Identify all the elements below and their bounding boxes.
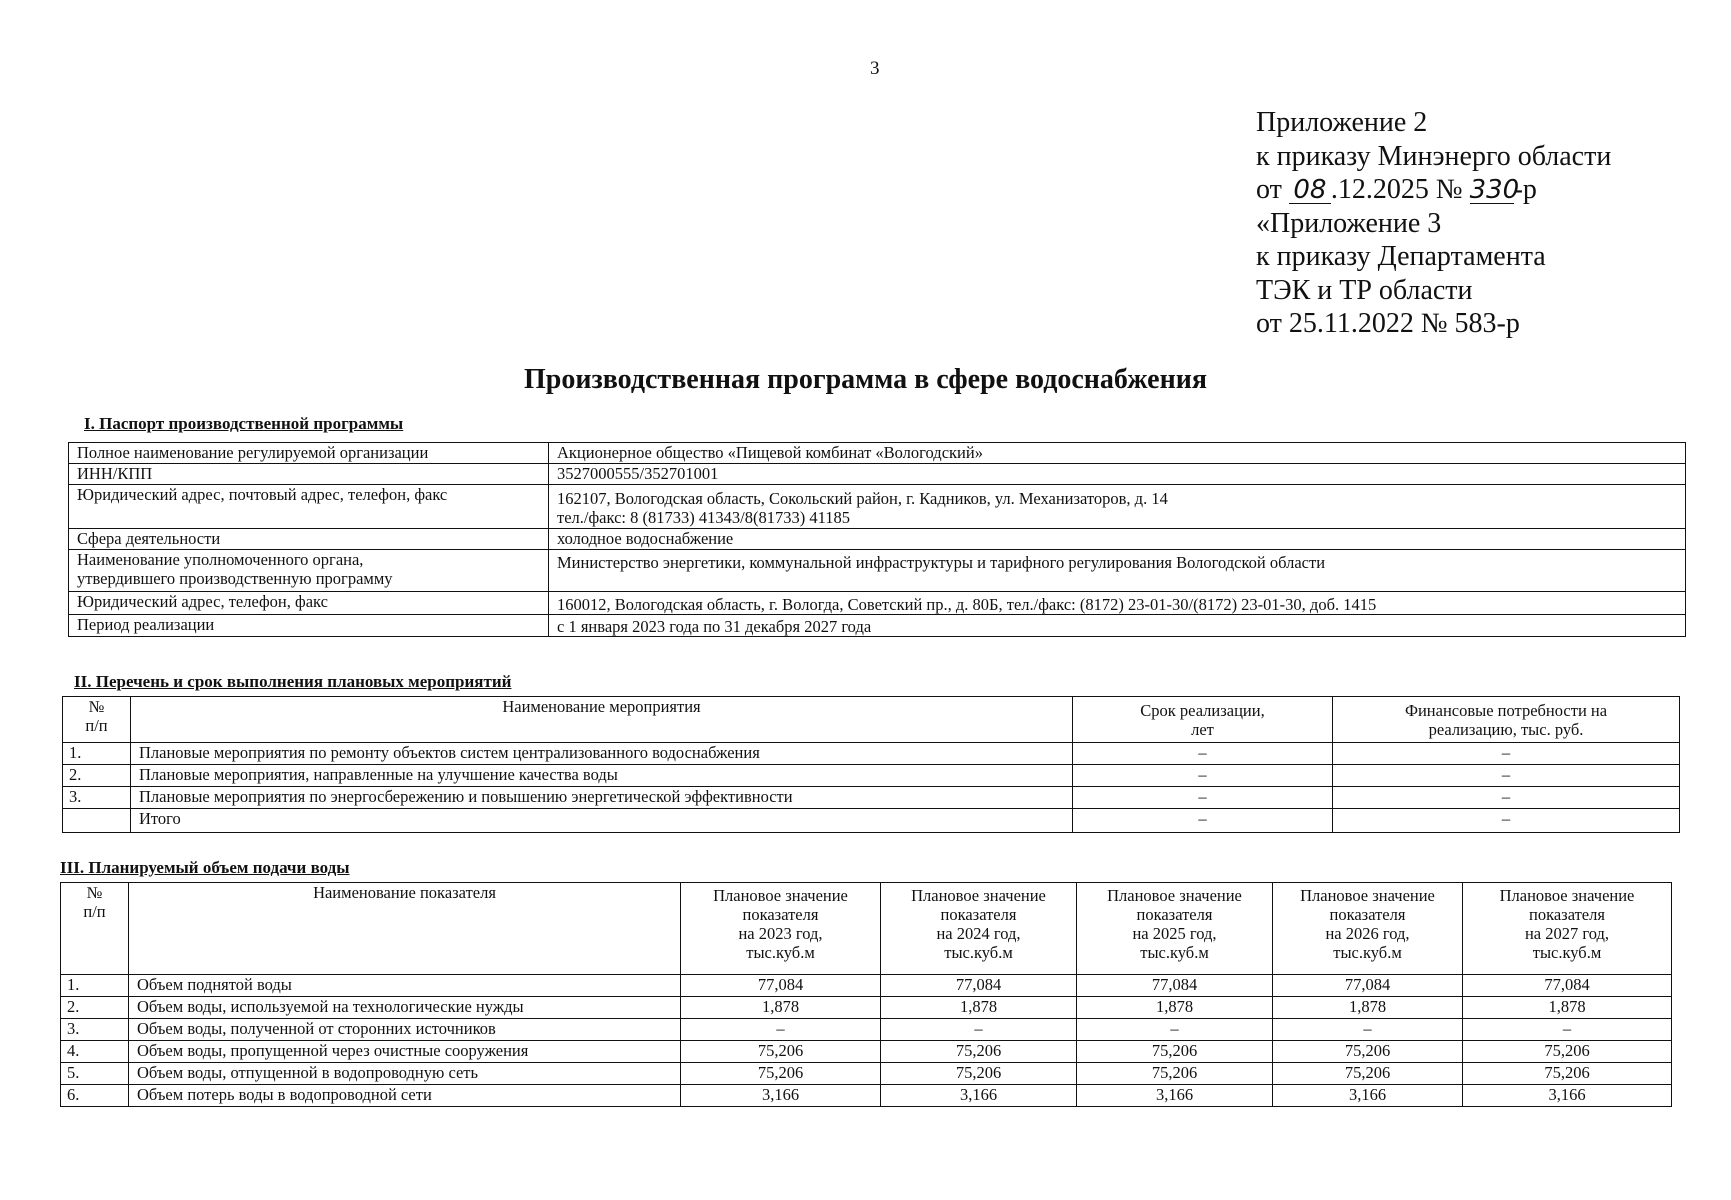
col-header-num bbox=[63, 697, 131, 743]
header-line: на 2025 год, bbox=[1132, 924, 1217, 943]
row-value-2026: 1,878 bbox=[1273, 997, 1463, 1019]
table-row bbox=[63, 787, 1680, 809]
row-num: 1. bbox=[63, 743, 131, 765]
col-header-2025 bbox=[1077, 883, 1273, 975]
row-value-2024: – bbox=[881, 1019, 1077, 1041]
section-3-title: III. Планируемый объем подачи воды bbox=[60, 858, 350, 877]
header-line: № bbox=[86, 883, 103, 902]
passport-label: Период реализации bbox=[69, 615, 549, 637]
row-value-2025: 75,206 bbox=[1077, 1041, 1273, 1063]
header-line: тыс.куб.м bbox=[1532, 943, 1602, 962]
header-line: Финансовые потребности на bbox=[1404, 701, 1608, 720]
passport-value: 3527000555/352701001 bbox=[549, 464, 1686, 485]
col-header-name: Наименование мероприятия bbox=[131, 697, 1073, 743]
header-line: показателя bbox=[1136, 905, 1213, 924]
table-row bbox=[69, 443, 1686, 464]
passport-value: Министерство энергетики, коммунальной инфраструктуры и тарифного регулирования Вологодской области bbox=[549, 550, 1686, 592]
row-value-2025: – bbox=[1077, 1019, 1273, 1041]
row-value-2023: 1,878 bbox=[681, 997, 881, 1019]
table-row bbox=[61, 1085, 1672, 1107]
table-row bbox=[63, 765, 1680, 787]
handwritten-order-number: 330 bbox=[1469, 175, 1520, 205]
passport-label: Полное наименование регулируемой организации bbox=[69, 443, 549, 464]
appendix-line-7: от 25.11.2022 № 583-р bbox=[1256, 308, 1520, 339]
header-line: показателя bbox=[1329, 905, 1406, 924]
table-row bbox=[69, 615, 1686, 637]
row-name: Объем воды, полученной от сторонних источников bbox=[129, 1019, 681, 1041]
table-row bbox=[69, 550, 1686, 592]
appendix-line-5: к приказу Департамента bbox=[1256, 241, 1546, 272]
row-value-2024: 1,878 bbox=[881, 997, 1077, 1019]
col-header-name: Наименование показателя bbox=[129, 883, 681, 975]
row-value-2026: 75,206 bbox=[1273, 1063, 1463, 1085]
row-value-2025: 77,084 bbox=[1077, 975, 1273, 997]
header-line: на 2024 год, bbox=[936, 924, 1021, 943]
row-value-2027: 1,878 bbox=[1463, 997, 1672, 1019]
header-line: лет bbox=[1191, 720, 1214, 739]
table-row bbox=[63, 809, 1680, 833]
passport-label: ИНН/КПП bbox=[69, 464, 549, 485]
passport-label bbox=[69, 550, 549, 592]
row-name: Плановые мероприятия, направленные на улучшение качества воды bbox=[131, 765, 1073, 787]
row-value-2023: 77,084 bbox=[681, 975, 881, 997]
date-prefix: от bbox=[1256, 174, 1289, 205]
header-line: Плановое значение bbox=[1107, 886, 1242, 905]
row-value-2026: 75,206 bbox=[1273, 1041, 1463, 1063]
passport-label-line: утвердившего производственную программу bbox=[77, 569, 393, 588]
row-finance: – bbox=[1333, 809, 1680, 833]
passport-value: холодное водоснабжение bbox=[549, 529, 1686, 550]
row-value-2026: 77,084 bbox=[1273, 975, 1463, 997]
appendix-line-6: ТЭК и ТР области bbox=[1256, 274, 1473, 306]
row-finance: – bbox=[1333, 787, 1680, 809]
table-row bbox=[61, 1019, 1672, 1041]
row-name: Объем потерь воды в водопроводной сети bbox=[129, 1085, 681, 1107]
table-row bbox=[69, 592, 1686, 615]
appendix-line-4: «Приложение 3 bbox=[1256, 207, 1442, 239]
row-term: – bbox=[1073, 765, 1333, 787]
header-line: показателя bbox=[742, 905, 819, 924]
header-line: тыс.куб.м bbox=[746, 943, 815, 962]
header-line: Плановое значение bbox=[1300, 886, 1435, 905]
row-finance: – bbox=[1333, 743, 1680, 765]
row-name: Объем воды, пропущенной через очистные сооружения bbox=[129, 1041, 681, 1063]
appendix-line-2: к приказу Минэнерго области bbox=[1256, 140, 1612, 172]
table-row bbox=[61, 975, 1672, 997]
row-num: 6. bbox=[61, 1085, 129, 1107]
row-value-2023: 3,166 bbox=[681, 1085, 881, 1107]
order-suffix: -р bbox=[1513, 174, 1537, 205]
passport-value-line: 162107, Вологодская область, Сокольский район, г. Кадников, ул. Механизаторов, д. 14 bbox=[557, 489, 1168, 508]
table-header-row bbox=[61, 883, 1672, 975]
row-value-2027: 75,206 bbox=[1463, 1041, 1672, 1063]
row-num: 5. bbox=[61, 1063, 129, 1085]
header-line: тыс.куб.м bbox=[1140, 943, 1209, 962]
header-line: показателя bbox=[1529, 905, 1605, 924]
header-line: на 2023 год, bbox=[738, 924, 823, 943]
col-header-2023 bbox=[681, 883, 881, 975]
col-header-2027 bbox=[1463, 883, 1672, 975]
header-line: показателя bbox=[940, 905, 1017, 924]
header-line: тыс.куб.м bbox=[1333, 943, 1402, 962]
row-name: Объем поднятой воды bbox=[129, 975, 681, 997]
table-row bbox=[69, 464, 1686, 485]
passport-label: Сфера деятельности bbox=[69, 529, 549, 550]
row-num bbox=[63, 809, 131, 833]
water-volume-table bbox=[60, 882, 1672, 1107]
date-rest: .12.2025 № bbox=[1330, 174, 1463, 205]
row-value-2024: 3,166 bbox=[881, 1085, 1077, 1107]
row-value-2027: 77,084 bbox=[1463, 975, 1672, 997]
passport-value: с 1 января 2023 года по 31 декабря 2027 года bbox=[549, 615, 1686, 637]
header-line: тыс.куб.м bbox=[944, 943, 1013, 962]
appendix-header bbox=[1256, 106, 1611, 341]
row-value-2025: 1,878 bbox=[1077, 997, 1273, 1019]
header-line: Плановое значение bbox=[911, 886, 1046, 905]
header-line: на 2027 год, bbox=[1524, 924, 1610, 943]
row-num: 4. bbox=[61, 1041, 129, 1063]
row-value-2024: 75,206 bbox=[881, 1063, 1077, 1085]
row-num: 3. bbox=[61, 1019, 129, 1041]
header-line: Плановое значение bbox=[713, 886, 848, 905]
col-header-term bbox=[1073, 697, 1333, 743]
document-title: Производственная программа в сфере водоснабжения bbox=[523, 364, 1208, 395]
col-header-2024 bbox=[881, 883, 1077, 975]
table-header-row bbox=[63, 697, 1680, 743]
row-num: 2. bbox=[63, 765, 131, 787]
table-row bbox=[61, 997, 1672, 1019]
row-name: Плановые мероприятия по энергосбережению и повышению энергетической эффективности bbox=[131, 787, 1073, 809]
section-2-title: II. Перечень и срок выполнения плановых мероприятий bbox=[74, 672, 512, 691]
row-name: Объем воды, используемой на технологические нужды bbox=[129, 997, 681, 1019]
handwritten-day: 08 bbox=[1289, 177, 1331, 204]
passport-label: Юридический адрес, почтовый адрес, телефон, факс bbox=[69, 485, 549, 529]
header-line: п/п bbox=[85, 716, 108, 735]
table-row bbox=[61, 1041, 1672, 1063]
passport-table bbox=[68, 442, 1686, 637]
row-value-2024: 75,206 bbox=[881, 1041, 1077, 1063]
row-value-2023: – bbox=[681, 1019, 881, 1041]
row-num: 1. bbox=[61, 975, 129, 997]
appendix-date-line bbox=[1256, 173, 1611, 207]
row-value-2027: 3,166 bbox=[1463, 1085, 1672, 1107]
col-header-finance bbox=[1333, 697, 1680, 743]
section-1-title: I. Паспорт производственной программы bbox=[84, 414, 404, 433]
row-name: Плановые мероприятия по ремонту объектов систем централизованного водоснабжения bbox=[131, 743, 1073, 765]
passport-value bbox=[549, 485, 1686, 529]
header-line: № bbox=[88, 697, 105, 716]
row-value-2027: 75,206 bbox=[1463, 1063, 1672, 1085]
header-line: Срок реализации, bbox=[1140, 701, 1265, 720]
row-name: Объем воды, отпущенной в водопроводную сеть bbox=[129, 1063, 681, 1085]
passport-value: 160012, Вологодская область, г. Вологда, Советский пр., д. 80Б, тел./факс: (8172) 23-01-30/(8172) 23-01-30, доб. 1415 bbox=[549, 592, 1686, 615]
passport-value-line: тел./факс: 8 (81733) 41343/8(81733) 41185 bbox=[557, 508, 850, 527]
row-num: 2. bbox=[61, 997, 129, 1019]
row-term: – bbox=[1073, 743, 1333, 765]
row-value-2023: 75,206 bbox=[681, 1063, 881, 1085]
row-finance: – bbox=[1333, 765, 1680, 787]
table-row bbox=[69, 485, 1686, 529]
row-value-2024: 77,084 bbox=[881, 975, 1077, 997]
row-value-2023: 75,206 bbox=[681, 1041, 881, 1063]
table-row bbox=[69, 529, 1686, 550]
col-header-num bbox=[61, 883, 129, 975]
row-value-2026: 3,166 bbox=[1273, 1085, 1463, 1107]
header-line: реализацию, тыс. руб. bbox=[1428, 720, 1584, 739]
row-name: Итого bbox=[131, 809, 1073, 833]
row-term: – bbox=[1073, 787, 1333, 809]
col-header-2026 bbox=[1273, 883, 1463, 975]
passport-label-line: Наименование уполномоченного органа, bbox=[77, 550, 364, 569]
row-num: 3. bbox=[63, 787, 131, 809]
page-number: 3 bbox=[870, 58, 880, 79]
row-term: – bbox=[1073, 809, 1333, 833]
row-value-2027: – bbox=[1463, 1019, 1672, 1041]
appendix-line-1: Приложение 2 bbox=[1256, 107, 1428, 138]
row-value-2026: – bbox=[1273, 1019, 1463, 1041]
table-row bbox=[61, 1063, 1672, 1085]
row-value-2025: 3,166 bbox=[1077, 1085, 1273, 1107]
passport-value: Акционерное общество «Пищевой комбинат «Вологодский» bbox=[549, 443, 1686, 464]
header-line: п/п bbox=[83, 902, 106, 921]
measures-table bbox=[62, 696, 1680, 833]
row-value-2025: 75,206 bbox=[1077, 1063, 1273, 1085]
passport-label: Юридический адрес, телефон, факс bbox=[69, 592, 549, 615]
table-row bbox=[63, 743, 1680, 765]
header-line: Плановое значение bbox=[1499, 886, 1635, 905]
water-volume-rows bbox=[61, 975, 1672, 1107]
header-line: на 2026 год, bbox=[1325, 924, 1410, 943]
